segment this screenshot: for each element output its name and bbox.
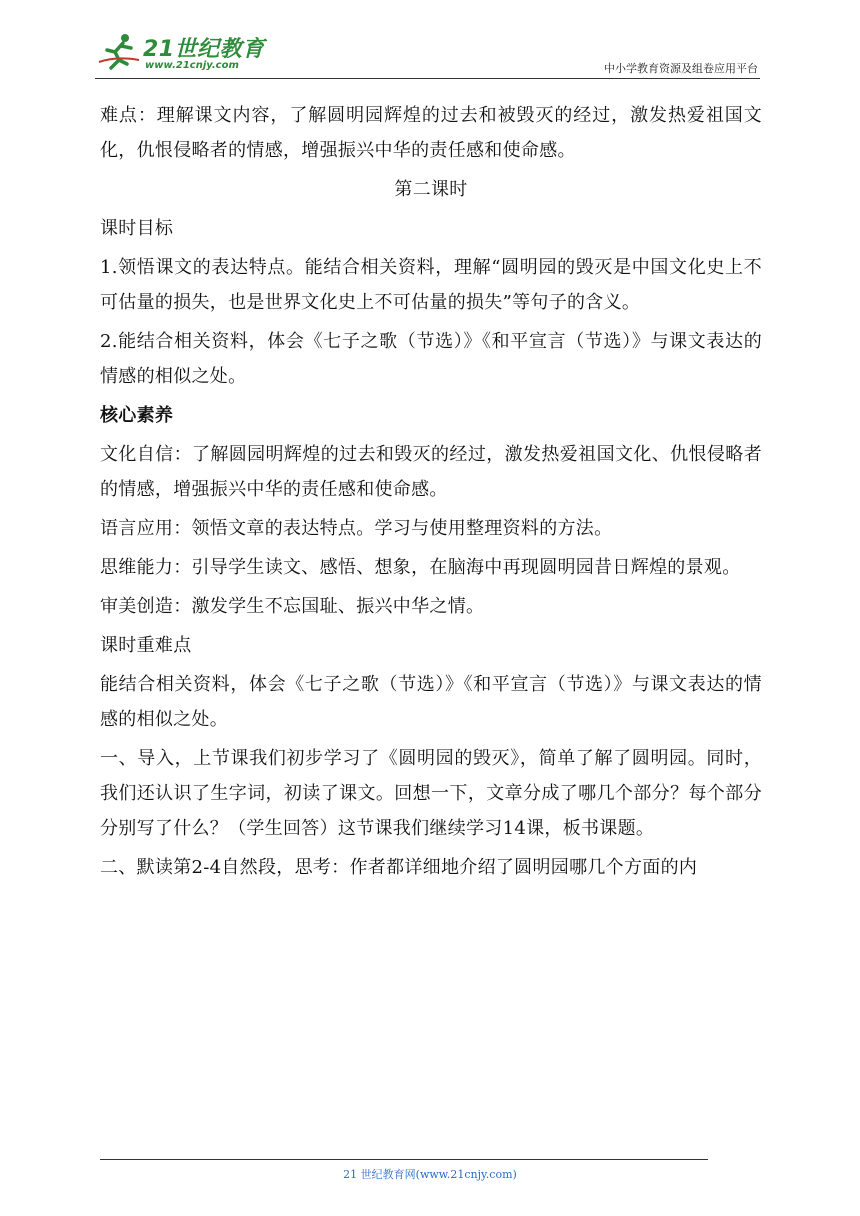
core-literacy-heading: 核心素养 xyxy=(100,405,174,426)
goal-item-2: 2.能结合相关资料，体会《七子之歌（节选）》《和平宣言（节选）》与课文表达的情感的相似之处。 xyxy=(100,331,762,387)
footer-divider xyxy=(100,1159,708,1160)
header-divider xyxy=(95,78,760,79)
logo-title: 21世纪教育 xyxy=(143,37,265,62)
logo-url: www.21cnjy.com xyxy=(145,60,239,71)
page-header xyxy=(95,26,760,80)
literacy-thinking: 思维能力：引导学生读文、感悟、想象，在脑海中再现圆明园昔日辉煌的景观。 xyxy=(100,557,741,578)
literacy-aesthetics: 审美创造：激发学生不忘国耻、振兴中华之情。 xyxy=(100,596,485,617)
step-two-paragraph: 二、默读第2-4自然段，思考：作者都详细地介绍了圆明园哪几个方面的内 xyxy=(100,857,698,878)
goal-item-1: 1.领悟课文的表达特点。能结合相关资料，理解“圆明园的毁灭是中国文化史上不可估量的损失，也是世界文化史上不可估量的损失”等句子的含义。 xyxy=(100,257,762,313)
literacy-culture: 文化自信：了解圆园明辉煌的过去和毁灭的经过，激发热爱祖国文化、仇恨侵略者的情感，增强振兴中华的责任感和使命感。 xyxy=(100,444,762,500)
document-body xyxy=(100,98,762,889)
footer-link[interactable]: 21 世纪教育网(www.21cnjy.com) xyxy=(343,1168,517,1181)
site-logo[interactable] xyxy=(95,30,265,76)
section-title: 第二课时 xyxy=(394,179,468,200)
header-platform-text: 中小学教育资源及组卷应用平台 xyxy=(604,62,758,75)
running-figure-icon xyxy=(97,32,141,72)
lesson-goals-heading: 课时目标 xyxy=(100,218,174,239)
literacy-language: 语言应用：领悟文章的表达特点。学习与使用整理资料的方法。 xyxy=(100,518,613,539)
key-points-paragraph: 能结合相关资料，体会《七子之歌（节选）》《和平宣言（节选）》与课文表达的情感的相似之处。 xyxy=(100,674,762,730)
difficulty-paragraph: 难点：理解课文内容，了解圆明园辉煌的过去和被毁灭的经过，激发热爱祖国文化，仇恨侵略者的情感，增强振兴中华的责任感和使命感。 xyxy=(100,105,762,161)
step-one-paragraph: 一、导入，上节课我们初步学习了《圆明园的毁灭》，简单了解了圆明园。同时，我们还认识了生字词，初读了课文。回想一下，文章分成了哪几个部分？每个部分分别写了什么？（学生回答）这节课我们继续学习14课，板书课题。 xyxy=(100,748,762,839)
key-points-heading: 课时重难点 xyxy=(100,635,192,656)
